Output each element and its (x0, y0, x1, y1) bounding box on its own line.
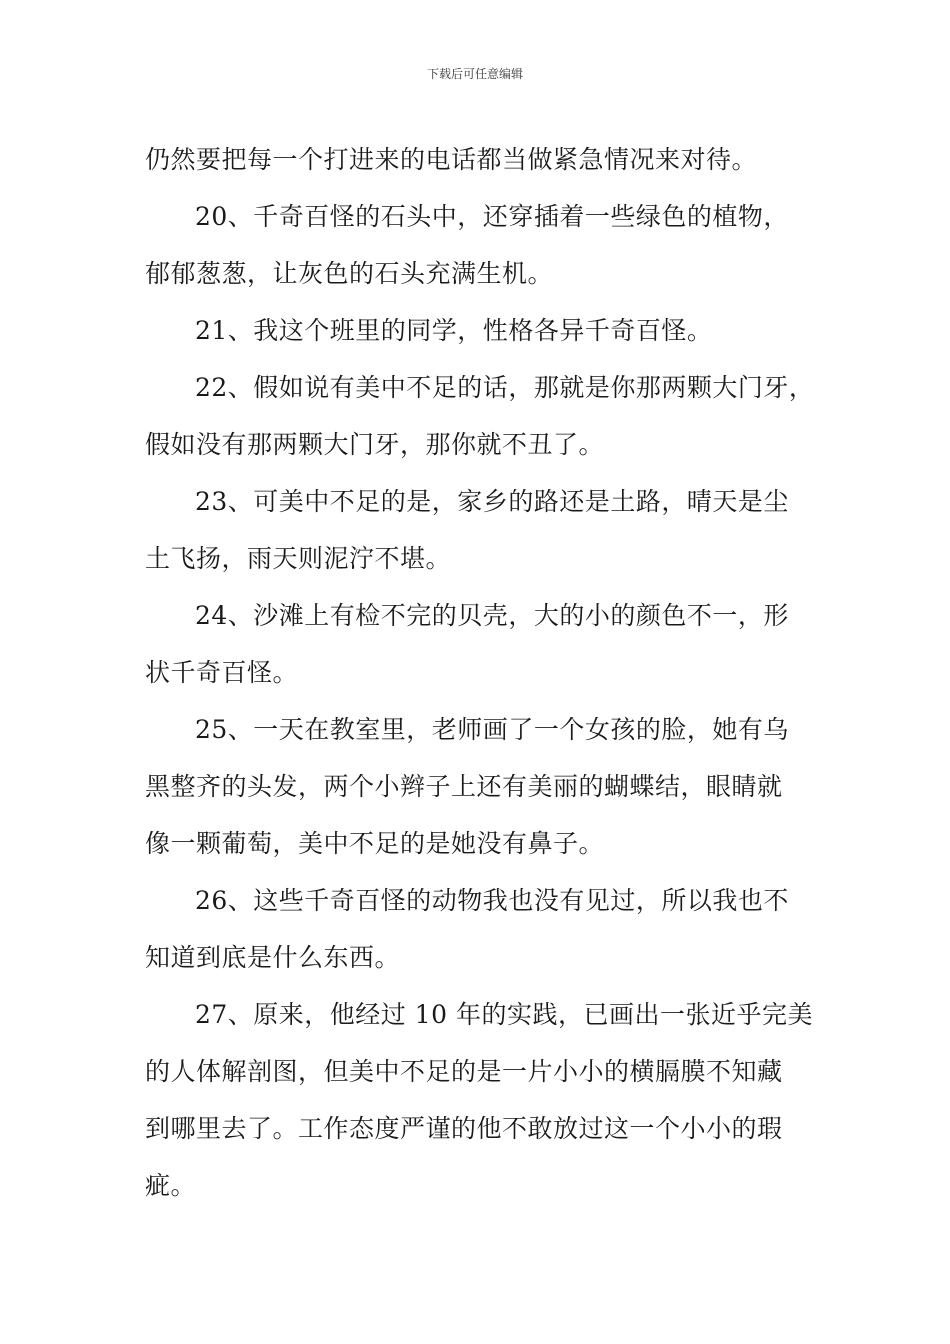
text-line: 黑整齐的头发，两个小辫子上还有美丽的蝴蝶结，眼睛就 (145, 772, 783, 801)
text-line: 的人体解剖图，但美中不足的是一片小小的横膈膜不知藏 (145, 1057, 783, 1086)
text-line: 24、沙滩上有检不完的贝壳，大的小的颜色不一，形 (195, 601, 789, 630)
text-line: 知道到底是什么东西。 (145, 943, 401, 972)
text-line: 仍然要把每一个打进来的电话都当做紧急情况来对待。 (145, 145, 758, 174)
text-line: 22、假如说有美中不足的话，那就是你那两颗大门牙， (195, 373, 815, 402)
text-line: 26、这些千奇百怪的动物我也没有见过，所以我也不 (195, 886, 789, 915)
text-line: 25、一天在教室里，老师画了一个女孩的脸，她有乌 (195, 715, 789, 744)
text-line: 状千奇百怪。 (145, 658, 299, 687)
text-line: 土飞扬，雨天则泥泞不堪。 (145, 544, 452, 573)
page-header: 下载后可任意编辑 (426, 67, 523, 81)
text-line: 27、原来，他经过 10 年的实践，已画出一张近乎完美 (195, 1000, 814, 1029)
text-line: 20、千奇百怪的石头中，还穿插着一些绿色的植物， (195, 202, 789, 231)
text-line: 21、我这个班里的同学，性格各异千奇百怪。 (195, 316, 713, 345)
text-line: 假如没有那两颗大门牙，那你就不丑了。 (145, 430, 605, 459)
text-line: 23、可美中不足的是，家乡的路还是土路，晴天是尘 (195, 487, 789, 516)
document-body (145, 131, 815, 1214)
text-line: 疵。 (145, 1171, 197, 1200)
text-line: 郁郁葱葱，让灰色的石头充满生机。 (145, 259, 554, 288)
text-line: 像一颗葡萄，美中不足的是她没有鼻子。 (145, 829, 605, 858)
text-line: 到哪里去了。工作态度严谨的他不敢放过这一个小小的瑕 (145, 1114, 783, 1143)
